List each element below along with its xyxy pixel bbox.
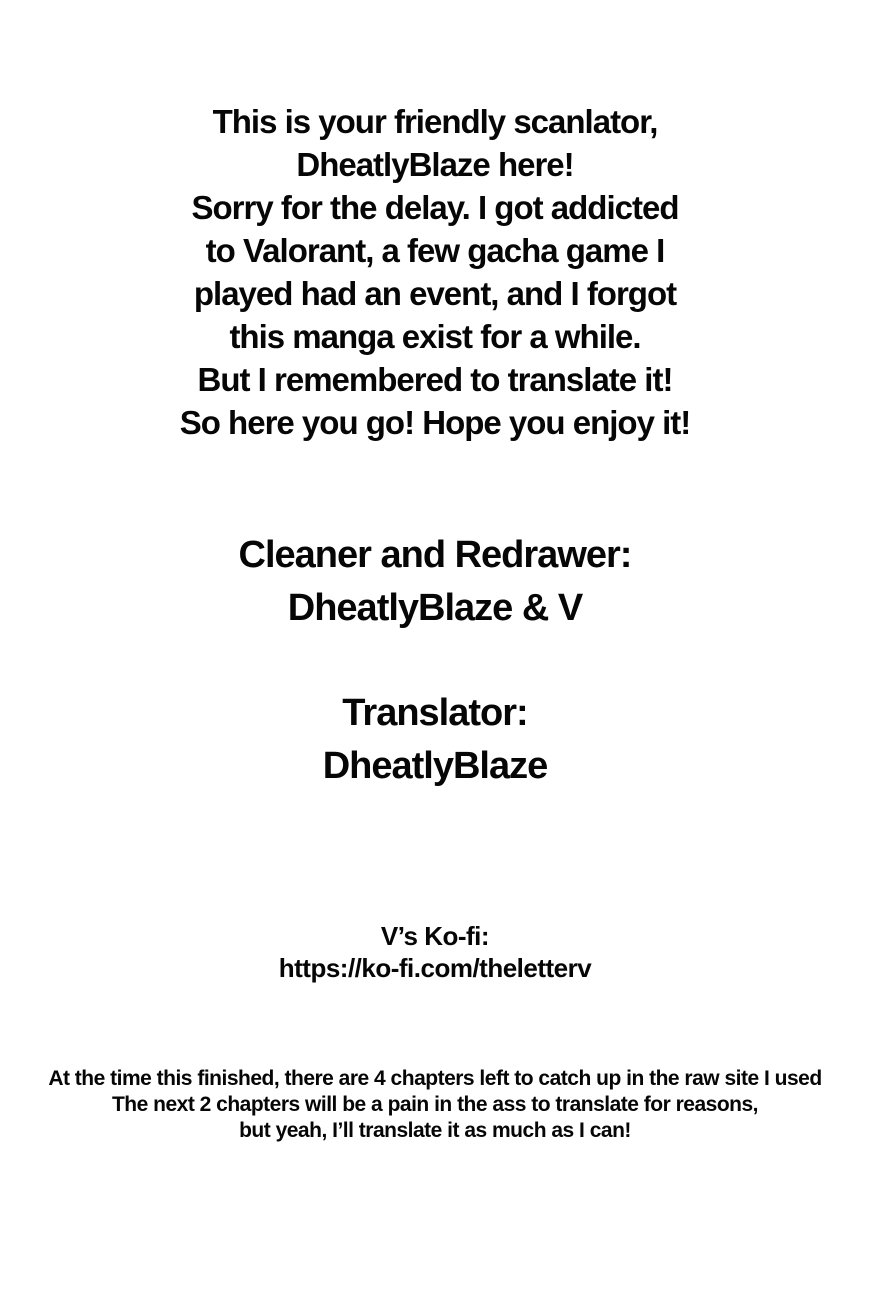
footer-line: The next 2 chapters will be a pain in the ass to translate for reasons, <box>111 1093 759 1116</box>
intro-line: played had an event, and I forgot <box>193 275 677 312</box>
intro-line: This is your friendly scanlator, <box>212 103 658 140</box>
intro-line: So here you go! Hope you enjoy it! <box>179 404 691 441</box>
cleaner-heading: Cleaner and Redrawer: <box>238 534 632 576</box>
translator-credit <box>0 687 870 793</box>
intro-note <box>0 100 870 444</box>
cleaner-names: DheatlyBlaze & V <box>287 587 583 629</box>
intro-line: Sorry for the delay. I got addicted <box>191 189 679 226</box>
intro-line: But I remembered to translate it! <box>197 361 673 398</box>
cleaner-credit <box>0 529 870 635</box>
translator-heading: Translator: <box>342 692 528 734</box>
footer-line: but yeah, I’ll translate it as much as I can! <box>239 1119 631 1142</box>
intro-line: DheatlyBlaze here! <box>296 146 574 183</box>
footer-note <box>0 1066 870 1144</box>
translator-name: DheatlyBlaze <box>322 745 548 787</box>
kofi-url: https://ko-fi.com/theletterv <box>278 953 592 983</box>
footer-line: At the time this finished, there are 4 chapters left to catch up in the raw site I used <box>48 1067 822 1090</box>
intro-line: to Valorant, a few gacha game I <box>205 232 665 269</box>
kofi-section <box>0 920 870 984</box>
intro-line: this manga exist for a while. <box>229 318 641 355</box>
kofi-label: V’s Ko-fi: <box>380 921 490 951</box>
